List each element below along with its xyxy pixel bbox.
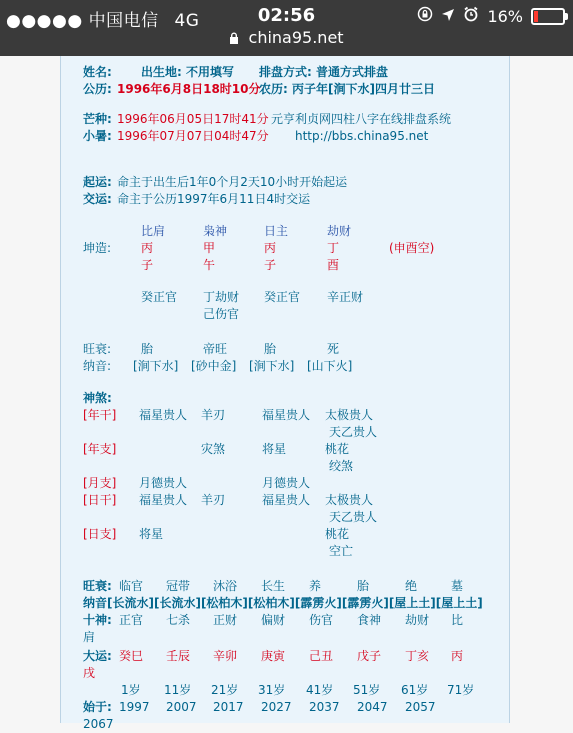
dayun-wangshuai-cell: 沐浴 <box>213 579 238 593</box>
god-year: 比肩 <box>141 224 166 238</box>
dayun-wangshuai-cell: 养 <box>309 579 322 593</box>
shensha-cell: 太极贵人 <box>325 408 374 422</box>
shensha-cell: 太极贵人 <box>325 493 374 507</box>
shishen-cell: 劫财 <box>405 613 430 627</box>
shensha-title: 神煞: <box>83 391 112 405</box>
mangzhong-label: 芒种: <box>83 112 112 126</box>
shishen-label: 十神: <box>83 613 112 627</box>
shensha-cell: 羊刃 <box>201 493 226 507</box>
dayun-wangshuai-cell: 冠带 <box>166 579 191 593</box>
shensha-cell: 福星贵人 <box>262 493 311 507</box>
age-cell: 41岁 <box>306 683 334 697</box>
start-year-cell: 1997 <box>119 700 150 714</box>
dayun-wangshuai-cell: 墓 <box>451 579 464 593</box>
alarm-icon <box>463 6 479 26</box>
battery-icon <box>531 8 565 25</box>
dayun-label: 大运: <box>83 649 112 663</box>
god-day: 日主 <box>264 224 289 238</box>
age-cell: 21岁 <box>211 683 239 697</box>
chart-label: 坤造: <box>83 241 112 255</box>
hidden-day: 癸正官 <box>264 290 301 304</box>
shensha-cell: 天乙贵人 <box>329 510 378 524</box>
dayun-wangshuai-cell: 长生 <box>261 579 286 593</box>
shensha-row-label: [月支] <box>83 476 117 490</box>
qiyun-label: 起运: <box>83 175 112 189</box>
shensha-cell: 福星贵人 <box>139 493 188 507</box>
dayun-cell: 己丑 <box>309 649 334 663</box>
dayun-wrap: 戌 <box>83 666 96 680</box>
dayun-wangshuai-cell: 绝 <box>405 579 418 593</box>
stem-day: 丙 <box>264 241 277 255</box>
nayin-day: [涧下水] <box>249 359 295 373</box>
hidden-month: 丁劫财 <box>203 290 240 304</box>
age-cell: 71岁 <box>447 683 475 697</box>
jiaoyun-text: 命主于公历1997年6月11日4时交运 <box>117 192 311 206</box>
dayun-wangshuai-cell: 临官 <box>119 579 144 593</box>
shensha-row-label: [日干] <box>83 493 117 507</box>
method: 排盘方式: 普通方式排盘 <box>259 65 388 79</box>
hidden-month-2: 己伤官 <box>203 307 240 321</box>
battery-percent: 16% <box>487 6 523 26</box>
stem-hour: 丁 <box>327 241 340 255</box>
age-cell: 51岁 <box>353 683 381 697</box>
dayun-wangshuai-cell: 胎 <box>357 579 370 593</box>
shensha-cell: 月德贵人 <box>262 476 311 490</box>
name-label: 姓名: <box>83 65 112 79</box>
start-year-cell: 2037 <box>309 700 340 714</box>
hidden-year: 癸正官 <box>141 290 178 304</box>
shensha-row-label: [日支] <box>83 527 117 541</box>
dayun-cell: 庚寅 <box>261 649 286 663</box>
site-title: 元亨利贞网四柱八字在线排盘系统 <box>271 112 452 126</box>
shensha-cell: 将星 <box>139 527 164 541</box>
branch-year: 子 <box>141 258 154 272</box>
start-year-cell: 2007 <box>166 700 197 714</box>
stem-year: 丙 <box>141 241 154 255</box>
qiyun-text: 命主于出生后1年0个月2天10小时开始起运 <box>117 175 348 189</box>
dayun-cell: 辛卯 <box>213 649 238 663</box>
shensha-row-label: [年支] <box>83 442 117 456</box>
xiaoshu-value: 1996年07月07日04时47分 <box>117 129 269 143</box>
nayin-year: [涧下水] <box>133 359 179 373</box>
dayun-cell: 丙 <box>451 649 464 663</box>
age-cell: 11岁 <box>164 683 192 697</box>
shishen-cell: 正财 <box>213 613 238 627</box>
stem-month: 甲 <box>203 241 216 255</box>
site-link[interactable]: http://bbs.china95.net <box>295 129 429 143</box>
shensha-cell: 灾煞 <box>201 442 226 456</box>
network-type: 4G <box>174 11 200 31</box>
carrier-name: ●●●●● 中国电信 <box>6 11 159 31</box>
shishen-cell: 伤官 <box>309 613 334 627</box>
start-label: 始于: <box>83 700 112 714</box>
dayun-cell: 壬辰 <box>166 649 191 663</box>
dayun-cell: 丁亥 <box>405 649 430 663</box>
status-bar <box>0 0 573 56</box>
gregorian-value: 1996年6月8日18时10分 <box>117 82 261 96</box>
lunar: 农历: 丙子年[涧下水]四月廿三日 <box>259 82 435 96</box>
xiaoshu-label: 小暑: <box>83 129 112 143</box>
start-year-cell: 2027 <box>261 700 292 714</box>
shensha-cell: 福星贵人 <box>262 408 311 422</box>
dayun-nayin: 纳音[长流水][长流水][松柏木][松柏木][霹雳火][霹雳火][屋上土][屋上土] <box>83 596 483 610</box>
shensha-cell: 绞煞 <box>329 459 354 473</box>
url-bar[interactable] <box>0 28 573 48</box>
nayin-hour: [山下火] <box>307 359 353 373</box>
orientation-lock-icon <box>417 6 433 26</box>
wangshuai-hour: 死 <box>327 342 340 356</box>
age-cell: 61岁 <box>401 683 429 697</box>
status-icons <box>417 6 565 26</box>
kong-note: (申酉空) <box>389 241 435 255</box>
start-year-cell: 2017 <box>213 700 244 714</box>
dayun-wangshuai-label: 旺衰: <box>83 579 112 593</box>
shishen-cell: 七杀 <box>166 613 191 627</box>
shensha-cell: 羊刃 <box>201 408 226 422</box>
dayun-cell: 癸巳 <box>119 649 144 663</box>
jiaoyun-label: 交运: <box>83 192 112 206</box>
shishen-cell: 食神 <box>357 613 382 627</box>
bazi-panel <box>60 56 510 731</box>
start-year-cell: 2057 <box>405 700 436 714</box>
hidden-hour: 辛正财 <box>327 290 364 304</box>
url-text: china95.net <box>248 28 344 47</box>
shensha-cell: 桃花 <box>325 442 350 456</box>
shensha-cell: 福星贵人 <box>139 408 188 422</box>
battery-fill <box>534 11 538 22</box>
shensha-cell: 月德贵人 <box>139 476 188 490</box>
god-month: 枭神 <box>203 224 228 238</box>
god-hour: 劫财 <box>327 224 352 238</box>
branch-month: 午 <box>203 258 216 272</box>
birthplace: 出生地: 不用填写 <box>141 65 234 79</box>
shensha-row-label: [年干] <box>83 408 117 422</box>
dayun-cell: 戊子 <box>357 649 382 663</box>
location-icon <box>441 7 455 26</box>
nayin-label: 纳音: <box>83 359 112 373</box>
shensha-cell: 空亡 <box>329 544 354 558</box>
start-year-cell: 2047 <box>357 700 388 714</box>
shensha-cell: 将星 <box>262 442 287 456</box>
shishen-cell: 正官 <box>119 613 144 627</box>
shensha-cell: 桃花 <box>325 527 350 541</box>
age-cell: 31岁 <box>258 683 286 697</box>
clock: 02:56 <box>257 5 316 26</box>
shishen-cell: 偏财 <box>261 613 286 627</box>
gregorian-label: 公历: <box>83 82 112 96</box>
branch-day: 子 <box>264 258 277 272</box>
branch-hour: 酉 <box>327 258 340 272</box>
wangshuai-day: 胎 <box>264 342 277 356</box>
shensha-cell: 天乙贵人 <box>329 425 378 439</box>
mangzhong-value: 1996年06月05日17时41分 <box>117 112 269 126</box>
wangshuai-month: 帝旺 <box>203 342 228 356</box>
shishen-cell: 比 <box>451 613 464 627</box>
lock-icon <box>229 29 239 48</box>
start-wrap: 2067 <box>83 717 114 731</box>
age-cell: 1岁 <box>121 683 141 697</box>
wangshuai-label: 旺衰: <box>83 342 112 356</box>
wangshuai-year: 胎 <box>141 342 154 356</box>
nayin-month: [砂中金] <box>191 359 237 373</box>
shishen-wrap: 肩 <box>83 630 96 644</box>
